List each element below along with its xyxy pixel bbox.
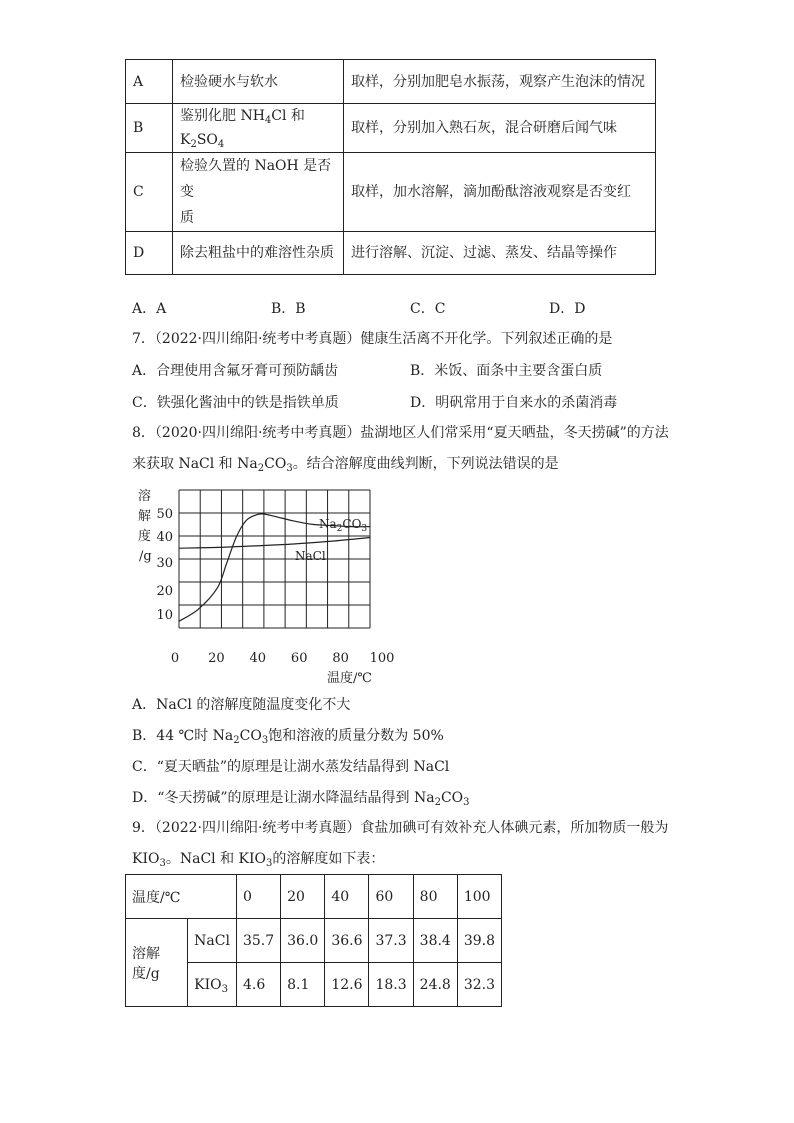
table-row	[126, 875, 502, 919]
experiment-options-table	[125, 59, 656, 275]
option-purpose: 鉴别化肥 $NH_4Cl$ 和 $K_2SO_4$	[173, 104, 344, 153]
table-row	[126, 104, 656, 153]
table-cell: 18.3	[369, 963, 413, 1007]
answer-option-a[interactable]: A．A	[132, 301, 167, 317]
y-label-char: 度	[138, 529, 152, 544]
table-row	[126, 153, 656, 232]
x-tick-label: 80	[332, 651, 349, 666]
table-cell: 36.0	[281, 919, 325, 963]
question-9-stem-line1: 9．（2022·四川绵阳·统考中考真题）食盐加碘可有效补充人体碘元素，所加物质一般为	[132, 820, 669, 836]
option-method: 取样，分别加肥皂水振荡，观察产生泡沫的情况	[344, 60, 656, 104]
option-purpose: 除去粗盐中的难溶性杂质	[173, 232, 344, 275]
series-label-nacl: NaCl	[295, 549, 326, 563]
table-cell: 37.3	[369, 919, 413, 963]
y-label-char: 解	[138, 509, 152, 524]
series-line-nacl	[179, 538, 370, 549]
series-label-na2co3: $Na_2CO_3$	[319, 517, 368, 534]
x-axis-label: 温度/℃	[327, 671, 372, 686]
option-letter: D	[126, 232, 173, 275]
option-letter: C	[126, 153, 173, 232]
table-row	[126, 232, 656, 275]
table-row	[126, 919, 502, 963]
answer-option-c[interactable]: C．C	[410, 301, 446, 317]
table-cell: 80	[413, 875, 457, 919]
x-tick-label: 60	[290, 651, 308, 666]
chart-y-ticks	[156, 507, 173, 623]
option-letter: A	[126, 60, 173, 104]
table-cell: 20	[281, 875, 325, 919]
q7-option-a[interactable]: A．合理使用含氟牙膏可预防龋齿	[132, 363, 339, 379]
option-letter: B	[126, 104, 173, 153]
chart-grid	[179, 490, 370, 628]
table-row	[126, 60, 656, 104]
table-cell: 36.6	[325, 919, 369, 963]
table-cell: 8.1	[281, 963, 325, 1007]
table-cell: 39.8	[457, 919, 501, 963]
x-tick-label: 100	[369, 651, 395, 666]
chart-y-label	[138, 488, 152, 564]
answer-option-b[interactable]: B．B	[271, 301, 306, 317]
q7-option-c[interactable]: C．铁强化酱油中的铁是指铁单质	[132, 395, 339, 411]
question-8-stem-line1: 8．（2020·四川绵阳·统考中考真题）盐湖地区人们常采用“夏天晒盐，冬天捞碱”的方法	[132, 425, 669, 441]
y-tick-label: 20	[156, 584, 173, 599]
table-cell: 35.7	[236, 919, 280, 963]
y-tick-label: 30	[156, 556, 173, 571]
option-method: 取样，加水溶解，滴加酚酞溶液观察是否变红	[344, 153, 656, 232]
solubility-curve-chart	[130, 484, 400, 689]
question-7-stem: 7．（2022·四川绵阳·统考中考真题）健康生活离不开化学。下列叙述正确的是	[132, 331, 613, 347]
table-cell: 38.4	[413, 919, 457, 963]
option-method: 取样，分别加入熟石灰，混合研磨后闻气味	[344, 104, 656, 153]
y-tick-label: 40	[156, 530, 173, 545]
chart-x-ticks	[171, 651, 395, 666]
table-cell: 12.6	[325, 963, 369, 1007]
y-label-char: 溶	[138, 489, 152, 504]
table-cell: $KIO_3$	[188, 963, 237, 1007]
table-cell: 40	[325, 875, 369, 919]
q8-option-b[interactable]: B．44 ℃时 $Na_2CO_3$饱和溶液的质量分数为 50%	[132, 728, 444, 746]
table-cell: 100	[457, 875, 501, 919]
question-8-stem-line2: 来获取 NaCl 和 $Na_2CO_3$。结合溶解度曲线判断，下列说法错误的是	[132, 456, 559, 474]
y-tick-label: 10	[156, 608, 173, 623]
q7-option-d[interactable]: D．明矾常用于自来水的杀菌消毒	[410, 395, 618, 411]
table-cell: 32.3	[457, 963, 501, 1007]
q8-option-d[interactable]: D．“冬天捞碱”的原理是让湖水降温结晶得到 $Na_2CO_3$	[132, 790, 470, 808]
table-cell: NaCl	[188, 919, 237, 963]
table-row-label: 溶解度/g	[126, 919, 188, 1007]
solubility-table	[125, 874, 502, 1007]
question-9-stem-line2: $KIO_3$。NaCl 和 $KIO_3$的溶解度如下表：	[132, 851, 385, 869]
q7-option-b[interactable]: B．米饭、面条中主要含蛋白质	[410, 363, 603, 379]
x-tick-label: 0	[170, 651, 180, 666]
option-purpose: 检验硬水与软水	[173, 60, 344, 104]
table-cell: 4.6	[236, 963, 280, 1007]
table-cell: 60	[369, 875, 413, 919]
x-tick-label: 40	[249, 651, 267, 666]
option-method: 进行溶解、沉淀、过滤、蒸发、结晶等操作	[344, 232, 656, 275]
q8-option-a[interactable]: A．NaCl 的溶解度随温度变化不大	[132, 697, 351, 713]
y-label-char: /g	[139, 549, 152, 564]
q8-option-c[interactable]: C．“夏天晒盐”的原理是让湖水蒸发结晶得到 NaCl	[132, 759, 450, 775]
table-cell: 0	[236, 875, 280, 919]
table-header-temp: 温度/℃	[126, 875, 237, 919]
table-cell: 24.8	[413, 963, 457, 1007]
option-purpose: 检验久置的 NaOH 是否变 质	[173, 153, 344, 232]
answer-option-d[interactable]: D．D	[549, 301, 586, 317]
y-tick-label: 50	[156, 507, 173, 522]
x-tick-label: 20	[208, 651, 225, 666]
